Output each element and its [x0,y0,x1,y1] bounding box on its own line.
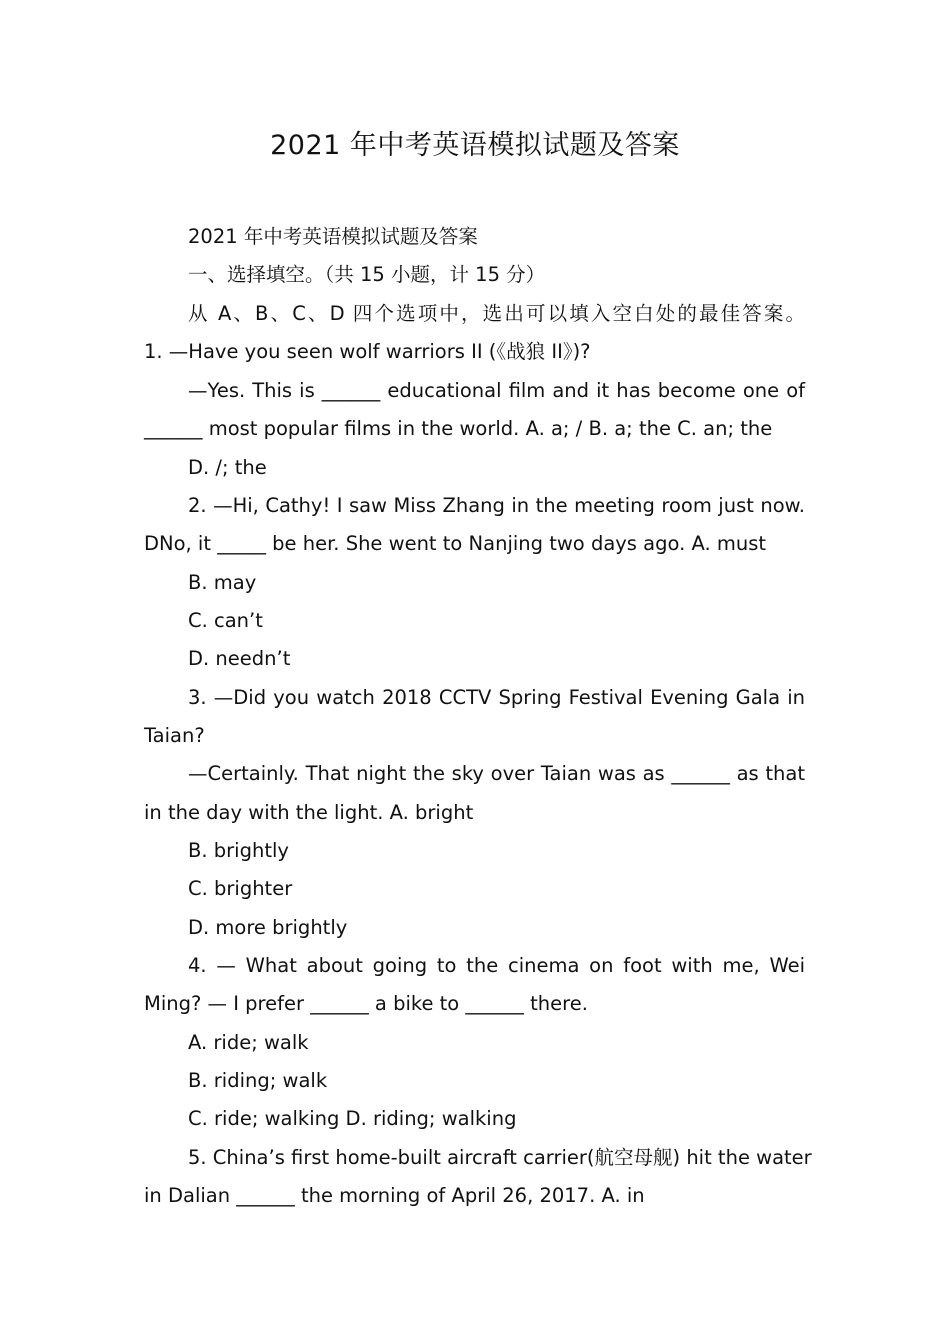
instruction-line: 从 A、B、C、D 四个选项中，选出可以填入空白处的最佳答案。 [188,302,805,325]
question-4-options-c-d: C. ride; walking D. riding; walking [188,1107,517,1130]
question-3-option-b: B. brightly [188,839,289,862]
question-4-option-a: A. ride; walk [188,1031,309,1054]
question-2-option-d: D. needn’t [188,647,291,670]
section-heading: 一、选择填空。（共 15 小题，计 15 分） [188,263,546,286]
question-1-line-1: 1. —Have you seen wolf warriors II (《战狼 II》)? [144,340,591,363]
question-4-line-1: 4. — What about going to the cinema on foot with me, Wei [188,954,805,977]
question-4-line-2: Ming? — I prefer ______ a bike to ______ there. [144,992,588,1015]
question-2-option-b: B. may [188,571,257,594]
question-1-line-2: —Yes. This is ______ educational film and it has become one of [188,379,805,402]
question-5-line-2: in Dalian ______ the morning of April 26, 2017. A. in [144,1184,645,1207]
subtitle-line: 2021 年中考英语模拟试题及答案 [188,225,478,248]
question-3-line-3: —Certainly. That night the sky over Taian was as ______ as that [188,762,805,785]
document-title: 2021 年中考英语模拟试题及答案 [270,130,680,161]
question-3-line-4: in the day with the light. A. bright [144,801,474,824]
question-3-option-d: D. more brightly [188,916,348,939]
question-2-option-c: C. can’t [188,609,263,632]
question-5-line-1: 5. China’s first home-built aircraft carrier(航空母舰) hit the water [188,1146,812,1169]
question-3-option-c: C. brighter [188,877,293,900]
question-2-line-1: 2. —Hi, Cathy! I saw Miss Zhang in the meeting room just now. [188,494,805,517]
question-4-option-b: B. riding; walk [188,1069,328,1092]
question-2-line-2: DNo, it _____ be her. She went to Nanjing two days ago. A. must [144,532,767,555]
question-3-line-1: 3. —Did you watch 2018 CCTV Spring Festival Evening Gala in [188,686,805,709]
question-1-option-d: D. /; the [188,456,267,479]
question-3-line-2: Taian? [144,724,205,747]
question-1-line-3: ______ most popular films in the world. A. a; / B. a; the C. an; the [144,417,773,440]
